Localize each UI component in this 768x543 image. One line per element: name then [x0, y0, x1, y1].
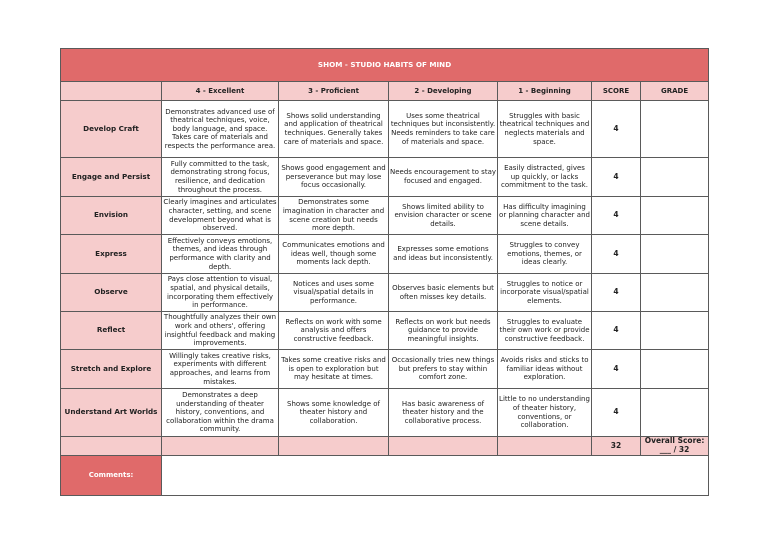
header-criterion-blank: [61, 82, 162, 101]
header-developing: 2 - Developing: [389, 82, 498, 101]
criterion-label: Engage and Persist: [61, 158, 162, 197]
score-cell: 4: [592, 235, 641, 274]
developing-descriptor: Shows limited ability to envision character or scene details.: [389, 197, 498, 235]
total-score: 32: [592, 437, 641, 456]
title-row: [61, 49, 709, 82]
score-cell: 4: [592, 197, 641, 235]
header-proficient: 3 - Proficient: [279, 82, 389, 101]
grade-cell: [641, 101, 709, 158]
grade-cell: [641, 389, 709, 437]
score-cell: 4: [592, 274, 641, 312]
criterion-label: Observe: [61, 274, 162, 312]
proficient-descriptor: Takes some creative risks and is open to exploration but may hesitate at times.: [279, 350, 389, 389]
excellent-descriptor: Demonstrates advanced use of theatrical techniques, voice, body language, and space. Takes care of materials and respects the performance area.: [162, 101, 279, 158]
rubric-table: [60, 48, 709, 496]
overall-score-label: Overall Score: ___ / 32: [641, 437, 709, 456]
criterion-row-observe: [61, 274, 709, 312]
criterion-label: Stretch and Explore: [61, 350, 162, 389]
beginning-descriptor: Struggles to evaluate their own work or provide constructive feedback.: [498, 312, 592, 350]
comments-row: [61, 456, 709, 496]
developing-descriptor: Has basic awareness of theater history and the collaborative process.: [389, 389, 498, 437]
proficient-descriptor: Demonstrates some imagination in character and scene creation but needs more depth.: [279, 197, 389, 235]
excellent-descriptor: Fully committed to the task, demonstrating strong focus, resilience, and dedication throughout the process.: [162, 158, 279, 197]
developing-descriptor: Uses some theatrical techniques but inconsistently. Needs reminders to take care of materials and space.: [389, 101, 498, 158]
total-row: [61, 437, 709, 456]
developing-descriptor: Reflects on work but needs guidance to provide meaningful insights.: [389, 312, 498, 350]
proficient-descriptor: Shows some knowledge of theater history and collaboration.: [279, 389, 389, 437]
criterion-row-stretch-and-explore: [61, 350, 709, 389]
developing-descriptor: Expresses some emotions and ideas but inconsistently.: [389, 235, 498, 274]
excellent-descriptor: Clearly imagines and articulates character, setting, and scene development beyond what is observed.: [162, 197, 279, 235]
header-grade: GRADE: [641, 82, 709, 101]
total-blank-cell: [279, 437, 389, 456]
header-excellent: 4 - Excellent: [162, 82, 279, 101]
beginning-descriptor: Has difficulty imagining or planning character and scene details.: [498, 197, 592, 235]
grade-cell: [641, 235, 709, 274]
proficient-descriptor: Reflects on work with some analysis and offers constructive feedback.: [279, 312, 389, 350]
proficient-descriptor: Shows good engagement and perseverance but may lose focus occasionally.: [279, 158, 389, 197]
excellent-descriptor: Thoughtfully analyzes their own work and others', offering insightful feedback and making improvements.: [162, 312, 279, 350]
beginning-descriptor: Avoids risks and sticks to familiar ideas without exploration.: [498, 350, 592, 389]
criterion-row-express: [61, 235, 709, 274]
total-blank-cell: [498, 437, 592, 456]
beginning-descriptor: Little to no understanding of theater history, conventions, or collaboration.: [498, 389, 592, 437]
beginning-descriptor: Struggles with basic theatrical techniques and neglects materials and space.: [498, 101, 592, 158]
total-blank-cell: [389, 437, 498, 456]
criterion-label: Understand Art Worlds: [61, 389, 162, 437]
criterion-label: Develop Craft: [61, 101, 162, 158]
criterion-row-reflect: [61, 312, 709, 350]
score-cell: 4: [592, 101, 641, 158]
rubric-title: SHOM - STUDIO HABITS OF MIND: [61, 49, 709, 82]
excellent-descriptor: Willingly takes creative risks, experiments with different approaches, and learns from mistakes.: [162, 350, 279, 389]
criterion-label: Express: [61, 235, 162, 274]
comments-label: Comments:: [61, 456, 162, 496]
excellent-descriptor: Effectively conveys emotions, themes, and ideas through performance with clarity and depth.: [162, 235, 279, 274]
grade-cell: [641, 312, 709, 350]
header-beginning: 1 - Beginning: [498, 82, 592, 101]
criterion-row-engage-and-persist: [61, 158, 709, 197]
score-cell: 4: [592, 158, 641, 197]
criterion-row-envision: [61, 197, 709, 235]
total-blank-cell: [162, 437, 279, 456]
score-cell: 4: [592, 350, 641, 389]
developing-descriptor: Needs encouragement to stay focused and engaged.: [389, 158, 498, 197]
proficient-descriptor: Shows solid understanding and application of theatrical techniques. Generally takes care of materials and space.: [279, 101, 389, 158]
excellent-descriptor: Demonstrates a deep understanding of theater history, conventions, and collaboration within the drama community.: [162, 389, 279, 437]
beginning-descriptor: Struggles to notice or incorporate visual/spatial elements.: [498, 274, 592, 312]
developing-descriptor: Occasionally tries new things but prefers to stay within comfort zone.: [389, 350, 498, 389]
grade-cell: [641, 350, 709, 389]
header-row: [61, 82, 709, 101]
developing-descriptor: Observes basic elements but often misses key details.: [389, 274, 498, 312]
proficient-descriptor: Communicates emotions and ideas well, though some moments lack depth.: [279, 235, 389, 274]
comments-field[interactable]: [162, 456, 709, 496]
score-cell: 4: [592, 312, 641, 350]
total-blank-cell: [61, 437, 162, 456]
criterion-label: Reflect: [61, 312, 162, 350]
excellent-descriptor: Pays close attention to visual, spatial, and physical details, incorporating them effectively in performance.: [162, 274, 279, 312]
grade-cell: [641, 197, 709, 235]
grade-cell: [641, 274, 709, 312]
beginning-descriptor: Struggles to convey emotions, themes, or ideas clearly.: [498, 235, 592, 274]
header-score: SCORE: [592, 82, 641, 101]
proficient-descriptor: Notices and uses some visual/spatial details in performance.: [279, 274, 389, 312]
beginning-descriptor: Easily distracted, gives up quickly, or lacks commitment to the task.: [498, 158, 592, 197]
grade-cell: [641, 158, 709, 197]
score-cell: 4: [592, 389, 641, 437]
criterion-label: Envision: [61, 197, 162, 235]
criterion-row-understand-art-worlds: [61, 389, 709, 437]
criterion-row-develop-craft: [61, 101, 709, 158]
